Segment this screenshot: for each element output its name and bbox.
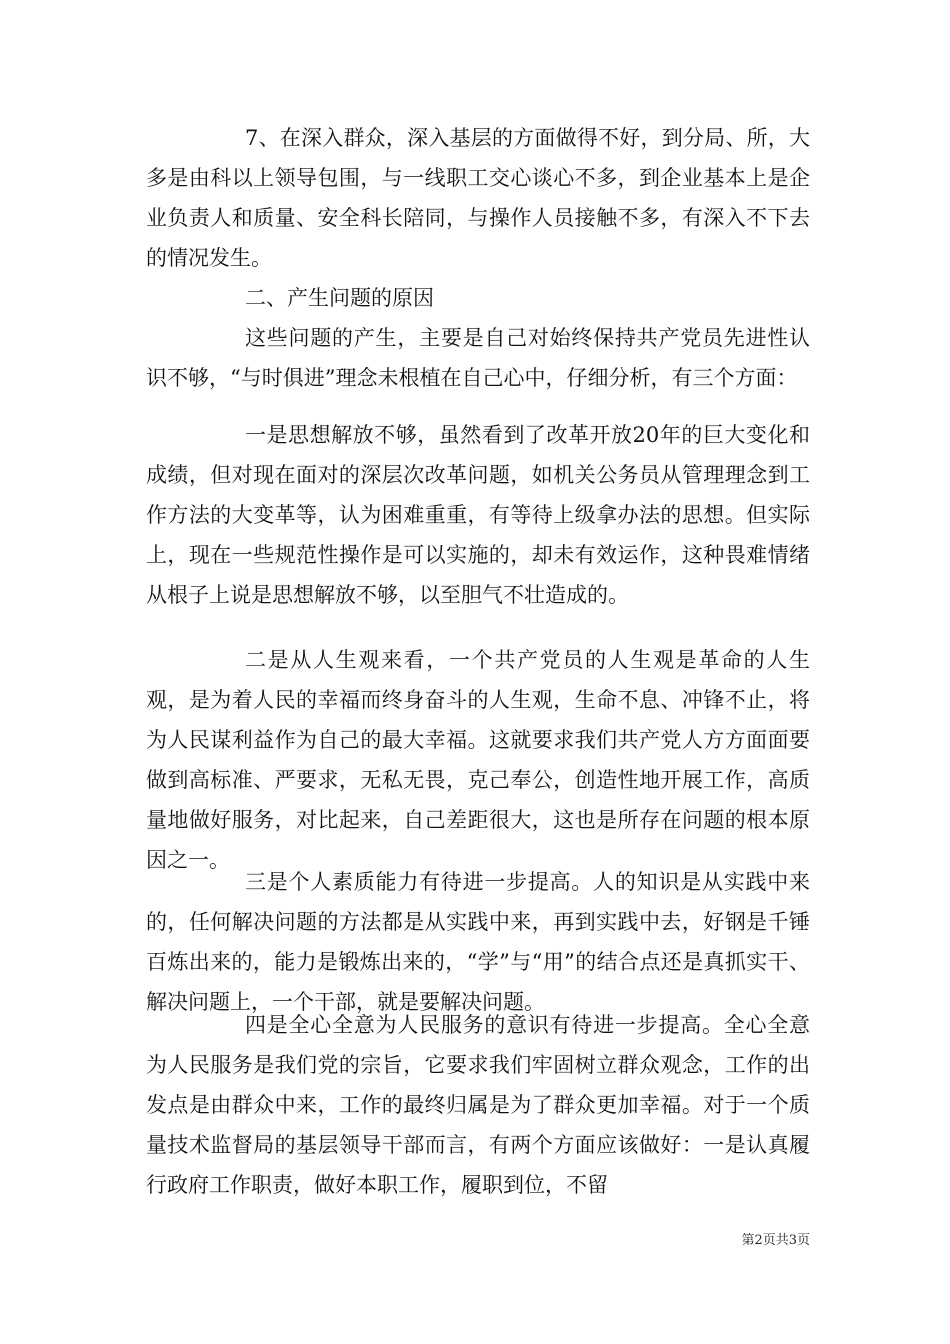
- paragraph-cause-four: 四是全心全意为人民服务的意识有待进一步提高。全心全意为人民服务是我们党的宗旨，它要求我们牢固树立群众观念，工作的出发点是由群众中来，工作的最终归属是为了群众更加幸福。对于一个质量技术监督局的基层领导干部而言，有两个方面应该做好：一是认真履行政府工作职责，做好本职工作，履职到位，不留: [146, 1013, 810, 1197]
- paragraph-cause-three: 三是个人素质能力有待进一步提高。人的知识是从实践中来的，任何解决问题的方法都是从实践中来，再到实践中去，好钢是千锤百炼出来的，能力是锻炼出来的，“学”与“用”的结合点还是真抓实干、解决问题上，一个干部，就是要解决问题。: [146, 870, 810, 1014]
- paragraph-causes-intro: 这些问题的产生，主要是自己对始终保持共产党员先进性认识不够，“与时俱进”理念未根植在自己心中，仔细分析，有三个方面：: [146, 326, 810, 390]
- page-number-footer: 第2页共3页: [741, 1233, 810, 1248]
- paragraph-item-7: 7、在深入群众，深入基层的方面做得不好，到分局、所，大多是由科以上领导包围，与一线职工交心谈心不多，到企业基本上是企业负责人和质量、安全科长陪同，与操作人员接触不多，有深入不下去的情况发生。: [146, 126, 810, 270]
- paragraph-cause-one: 一是思想解放不够，虽然看到了改革开放20年的巨大变化和成绩，但对现在面对的深层次改革问题，如机关公务员从管理理念到工作方法的大变革等，认为困难重重，有等待上级拿办法的思想。但实际上，现在一些规范性操作是可以实施的，却未有效运作，这种畏难情绪从根子上说是思想解放不够，以至胆气不壮造成的。: [146, 423, 810, 607]
- section-heading-causes: 二、产生问题的原因: [245, 286, 434, 310]
- paragraph-cause-two: 二是从人生观来看，一个共产党员的人生观是革命的人生观，是为着人民的幸福而终身奋斗的人生观，生命不息、冲锋不止，将为人民谋利益作为自己的最大幸福。这就要求我们共产党人方方面面要做到高标准、严要求，无私无畏，克己奉公，创造性地开展工作，高质量地做好服务，对比起来，自己差距很大，这也是所存在问题的根本原因之一。: [146, 648, 810, 872]
